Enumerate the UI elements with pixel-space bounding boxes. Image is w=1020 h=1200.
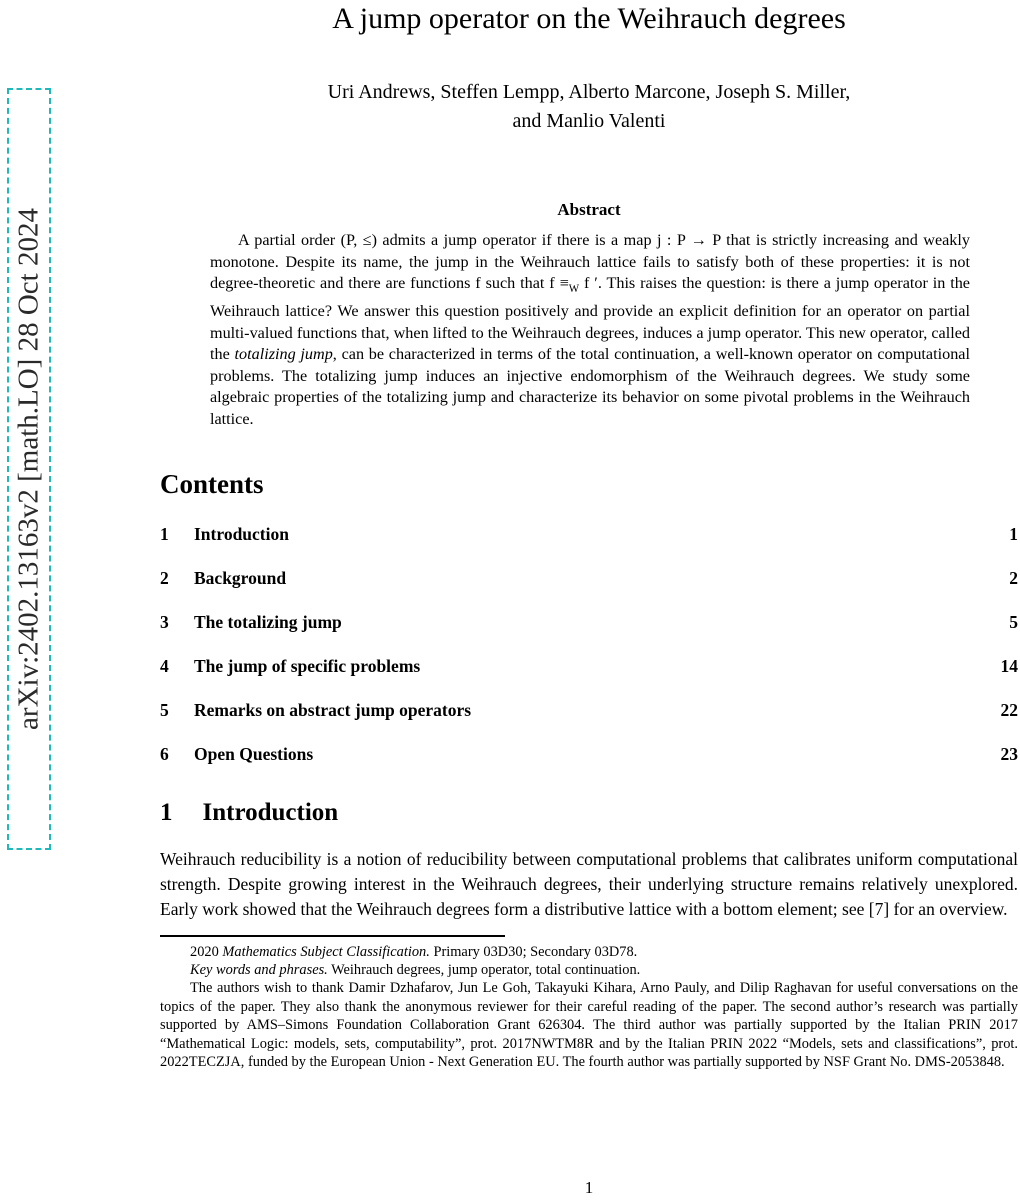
toc-item-page: 23 bbox=[1000, 743, 1018, 764]
footnote-rule bbox=[160, 935, 505, 937]
toc-item-page: 5 bbox=[1009, 611, 1018, 632]
toc-item-jump-specific-problems bbox=[160, 656, 1018, 677]
abstract-text-part-3: , can be characterized in terms of the total continuation, a well-known operator on computational problems. The totalizing jump induces an injective endomorphism of the Weihrauch degrees. We study some algebraic properties of the totalizing jump and characterize its behavior on some pivotal problems in the Weihrauch lattice. bbox=[210, 345, 970, 428]
table-of-contents bbox=[160, 524, 1018, 765]
main-column bbox=[160, 0, 1018, 1071]
intro-paragraph: Weihrauch reducibility is a notion of reducibility between computational problems that calibrates uniform computational strength. Despite growing interest in the Weihrauch degrees, their underlying structure remains relatively unexplored. Early work showed that the Weihrauch degrees form a distributive lattice with a bottom element; see [7] for an overview. bbox=[160, 848, 1018, 919]
arxiv-stamp-text: arXiv:2402.13163v2 [math.LO] 28 Oct 2024 bbox=[12, 208, 45, 730]
toc-item-number: 6 bbox=[160, 743, 169, 764]
contents-heading: Contents bbox=[160, 468, 264, 499]
toc-item-totalizing-jump bbox=[160, 612, 1018, 633]
footnote-keywords-rest: Weihrauch degrees, jump operator, total continuation. bbox=[327, 961, 641, 978]
toc-item-title: Remarks on abstract jump operators bbox=[194, 699, 472, 720]
toc-item-background bbox=[160, 568, 1018, 589]
section-1-title: Introduction bbox=[202, 798, 339, 826]
abstract-text-part-2: f ′. This raises the question: is there a jump operator in the Weihrauch lattice? We answer this question positively and provide an explicit definition for an operator on partial multi-valued functions that, when lifted to the Weihrauch degrees, induces a jump operator. This new operator, called the bbox=[210, 274, 970, 364]
footnote-acknowledgements: The authors wish to thank Damir Dzhafarov, Jun Le Goh, Takayuki Kihara, Arno Pauly, and Dilip Raghavan for useful conversations on the topics of the paper. They also thank the anonymous reviewer for their careful reading of the paper. The second author’s research was partially supported by AMS–Simons Foundation Collaboration Grant 626304. The third author was partially supported by the Italian PRIN 2017 “Mathematical Logic: models, sets, computability”, prot. 2017NWTM8R and by the Italian PRIN 2022 “Models, sets and classifications”, prot. 2022TECZJA, funded by the European Union - Next Generation EU. The fourth author was partially supported by NSF Grant No. DMS-2053848. bbox=[160, 980, 1018, 1071]
toc-item-page: 1 bbox=[1009, 523, 1018, 544]
abstract-italic-phrase: totalizing jump bbox=[234, 345, 333, 364]
abstract-text bbox=[210, 230, 970, 431]
toc-item-title: The jump of specific problems bbox=[194, 655, 421, 676]
toc-item-number: 3 bbox=[160, 611, 169, 632]
toc-item-title: The totalizing jump bbox=[194, 611, 342, 632]
footnote-msc-italic: Mathematics Subject Classification. bbox=[222, 943, 430, 960]
toc-item-page: 2 bbox=[1009, 567, 1018, 588]
footnote-msc bbox=[160, 943, 1018, 961]
toc-item-title: Background bbox=[194, 567, 287, 588]
paper-title: A jump operator on the Weihrauch degrees bbox=[332, 2, 846, 35]
toc-item-number: 5 bbox=[160, 699, 169, 720]
toc-item-abstract-jump-operators bbox=[160, 700, 1018, 721]
arxiv-stamp bbox=[7, 88, 51, 850]
toc-item-number: 2 bbox=[160, 567, 169, 588]
toc-item-number: 4 bbox=[160, 655, 169, 676]
toc-item-title: Introduction bbox=[194, 523, 289, 544]
footnote-msc-rest: Primary 03D30; Secondary 03D78. bbox=[429, 943, 638, 960]
toc-item-page: 22 bbox=[1000, 699, 1018, 720]
section-1-heading bbox=[160, 799, 1018, 827]
toc-item-title: Open Questions bbox=[194, 743, 314, 764]
toc-item-page: 14 bbox=[1000, 655, 1018, 676]
footnotes-block bbox=[160, 943, 1018, 1072]
section-1-number: 1 bbox=[160, 798, 173, 826]
toc-item-introduction bbox=[160, 524, 1018, 545]
authors-line-1: Uri Andrews, Steffen Lempp, Alberto Marcone, Joseph S. Miller, bbox=[327, 81, 851, 103]
toc-item-open-questions bbox=[160, 744, 1018, 765]
abstract-text-part-1: A partial order (P, ≤) admits a jump operator if there is a map j : P → P that is strictly increasing and weakly monotone. Despite its name, the jump in the Weihrauch lattice fails to satisfy both of these properties: it is not degree-theoretic and there are functions f such that f ≡ bbox=[210, 231, 970, 293]
footnote-msc-prefix: 2020 bbox=[190, 943, 223, 960]
page-number: 1 bbox=[584, 1178, 594, 1197]
footnote-keywords-italic: Key words and phrases. bbox=[190, 961, 328, 978]
footnote-keywords bbox=[160, 961, 1018, 979]
abstract-heading: Abstract bbox=[557, 200, 621, 219]
abstract-subscript-w: W bbox=[568, 283, 580, 296]
authors-block bbox=[160, 78, 1018, 136]
authors-line-2: and Manlio Valenti bbox=[512, 110, 666, 132]
toc-item-number: 1 bbox=[160, 523, 169, 544]
